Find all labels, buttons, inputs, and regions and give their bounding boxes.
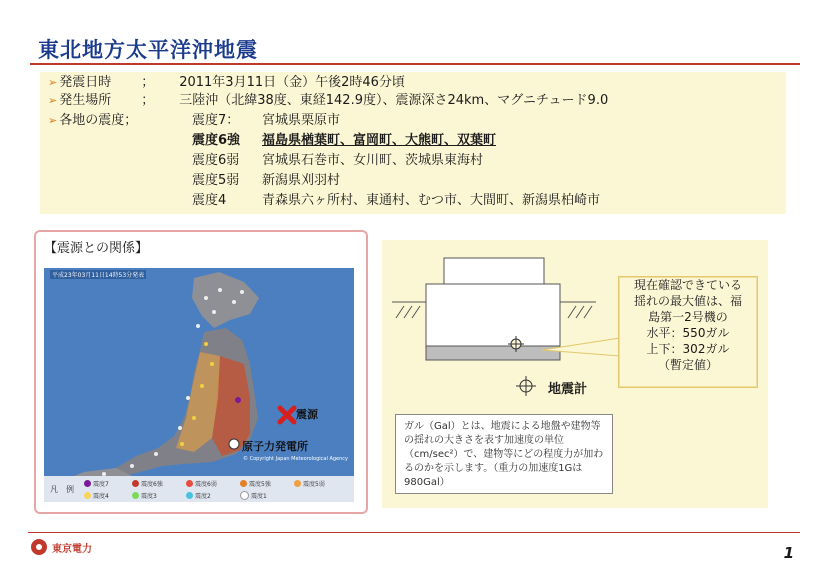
intensity-level: 震度6弱	[192, 153, 240, 168]
hokkaido-landmass	[192, 272, 259, 328]
legend-swatch	[240, 480, 247, 487]
arrow-icon: ➢	[48, 114, 58, 127]
legend-item: 震度7	[84, 479, 109, 488]
building-top	[444, 258, 544, 284]
intensity-label-row	[48, 113, 137, 129]
intensity-label: 各地の震度；	[59, 113, 138, 128]
epicenter-row	[48, 93, 608, 109]
legend-swatch	[84, 480, 91, 487]
legend-item: 震度5強	[240, 479, 271, 488]
occurrence-row	[48, 75, 405, 91]
seismometer-label: 地震計	[548, 382, 588, 397]
epicenter-label: 発生場所	[59, 93, 112, 108]
intensity-places: 宮城県栗原市	[262, 113, 341, 128]
callout-line: 島第一2号機の	[648, 310, 728, 324]
hatch-right	[568, 306, 592, 318]
intensity-places: 福島県楢葉町、富岡町、大熊町、双葉町	[262, 133, 497, 148]
intensity7-dot	[235, 397, 241, 403]
legend-swatch	[186, 492, 193, 499]
intensity-places: 新潟県刈羽村	[262, 173, 341, 188]
epicenter-label: 震源	[296, 408, 318, 421]
epicenter-value: 三陸沖（北緯38度、東経142.9度）、震源深さ24km、マグニチュード9.0	[179, 93, 609, 108]
seismometer-legend-icon	[516, 376, 536, 396]
legend-item: 震度6弱	[186, 479, 217, 488]
map-issue-stamp: 平成23年03月11日14時53分発表	[52, 272, 145, 279]
legend-swatch	[240, 491, 249, 500]
legend-item: 震度6強	[132, 479, 163, 488]
callout-line: 現在確認できている	[633, 278, 742, 292]
page-number: 1	[783, 544, 794, 562]
building-basement	[426, 346, 560, 360]
building-diagram	[382, 240, 768, 508]
footer-divider	[28, 532, 800, 533]
intensity-level: 震度6強	[192, 133, 241, 148]
max-acceleration-callout	[618, 276, 758, 388]
legend-item: 震度3	[132, 491, 157, 500]
hatch-left	[396, 306, 420, 318]
intensity-row-highlight	[192, 133, 496, 149]
intensity-map	[44, 268, 354, 502]
company-logo	[30, 538, 92, 556]
map-credit: © Copyright Japan Meteorological Agency	[243, 456, 348, 462]
intensity-legend	[44, 476, 354, 502]
japan-map-svg	[44, 268, 354, 502]
intensity-level: 震度5弱	[192, 173, 240, 188]
callout-line: 上下：302ガル	[646, 342, 730, 356]
legend-swatch	[294, 480, 301, 487]
plant-marker	[229, 439, 239, 449]
occurrence-value: 2011年3月11日（金）午後2時46分頃	[179, 75, 405, 90]
legend-swatch	[186, 480, 193, 487]
epicenter-marker	[280, 408, 294, 422]
map-title: 【震源との関係】	[44, 241, 149, 256]
arrow-icon: ➢	[48, 94, 58, 107]
title-divider	[30, 63, 800, 65]
epicenter-map-panel	[34, 230, 368, 514]
callout-line: 水平：550ガル	[646, 326, 730, 340]
legend-item: 震度1	[240, 491, 267, 500]
callout-line: 揺れの最大値は、福	[633, 294, 742, 308]
legend-item: 震度2	[186, 491, 211, 500]
building-body	[426, 284, 560, 346]
page-title: 東北地方太平洋沖地震	[38, 38, 258, 62]
earthquake-info-box	[40, 72, 786, 214]
intensity-row	[192, 173, 340, 189]
intensity-level: 震度7：	[192, 113, 240, 128]
intensity-level: 震度4	[192, 193, 227, 208]
legend-item: 震度4	[84, 491, 109, 500]
intensity-places: 宮城県石巻市、女川町、茨城県東海村	[262, 153, 484, 168]
legend-swatch	[132, 480, 139, 487]
callout-line: （暫定値）	[657, 358, 718, 372]
company-name: 東京電力	[52, 543, 92, 555]
epicenter-sep: ；	[141, 93, 155, 108]
occurrence-sep: ；	[141, 75, 155, 90]
intensity-row	[192, 113, 340, 129]
legend-swatch	[84, 492, 91, 499]
gal-note-box: ガル（Gal）とは、地震による地盤や建物等の揺れの大きさを表す加速度の単位（cm/sec²）で、建物等にどの程度力が加わるのかを示します。（重力の加速度1Gは980Gal）	[395, 414, 613, 494]
legend-title: 凡 例	[50, 485, 74, 494]
tepco-logo-icon	[30, 538, 48, 556]
occurrence-label: 発震日時	[59, 75, 112, 90]
intensity-row	[192, 193, 600, 209]
intensity-row	[192, 153, 483, 169]
plant-label: 原子力発電所	[242, 440, 308, 453]
intensity-places: 青森県六ヶ所村、東通村、むつ市、大間町、新潟県柏崎市	[262, 193, 601, 208]
legend-swatch	[132, 492, 139, 499]
arrow-icon: ➢	[48, 76, 58, 89]
legend-item: 震度5弱	[294, 479, 325, 488]
